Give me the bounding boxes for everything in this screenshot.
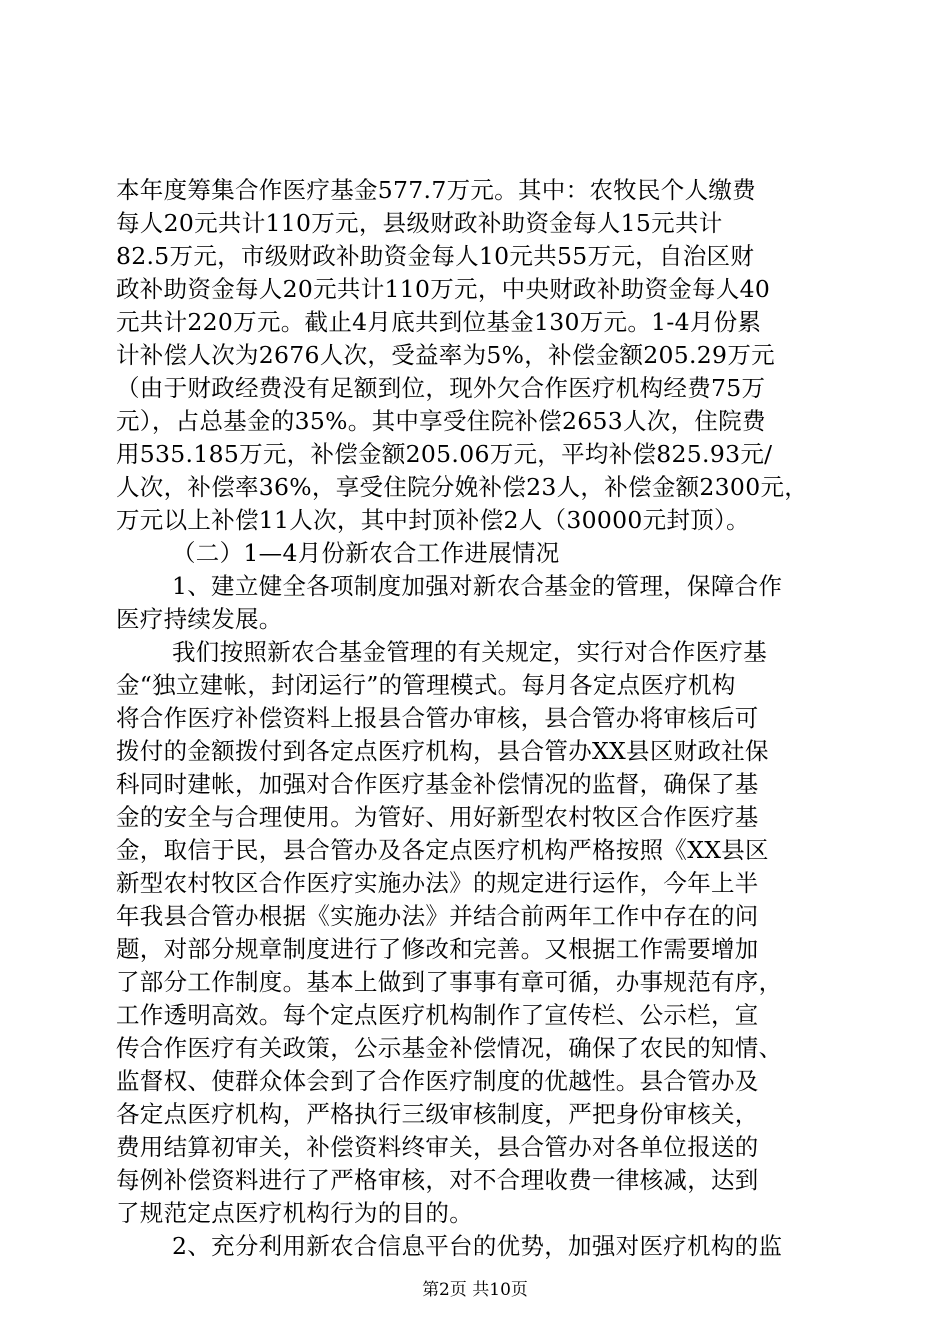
- text-line: 万元以上补偿11人次，其中封顶补偿2人（30000元封顶）。: [116, 506, 750, 534]
- text-line: 监督权、使群众体会到了合作医疗制度的优越性。县合管办及: [116, 1067, 759, 1095]
- text-line: 每人20元共计110万元，县级财政补助资金每人15元共计: [116, 209, 723, 237]
- text-line: 每例补偿资料进行了严格审核，对不合理收费一律核减，达到: [116, 1166, 759, 1194]
- text-line: （由于财政经费没有足额到位，现外欠合作医疗机构经费75万: [116, 374, 766, 402]
- text-line: 传合作医疗有关政策，公示基金补偿情况，确保了农民的知情、: [116, 1034, 783, 1062]
- text-line: 82.5万元，市级财政补助资金每人10元共55万元，自治区财: [116, 242, 755, 270]
- text-line: 科同时建帐，加强对合作医疗基金补偿情况的监督，确保了基: [116, 770, 759, 798]
- text-line: 元），占总基金的35%。其中享受住院补偿2653人次，住院费: [116, 407, 766, 435]
- text-line: 医疗持续发展。: [116, 605, 283, 633]
- text-line: 年我县合管办根据《实施办法》并结合前两年工作中存在的问: [116, 902, 759, 930]
- text-line: 拨付的金额拨付到各定点医疗机构，县合管办XX县区财政社保: [116, 737, 769, 765]
- text-line: 计补偿人次为2676人次，受益率为5%，补偿金额205.29万元: [116, 341, 775, 369]
- text-line: 各定点医疗机构，严格执行三级审核制度，严把身份审核关，: [116, 1100, 759, 1128]
- text-line: 费用结算初审关，补偿资料终审关，县合管办对各单位报送的: [116, 1133, 759, 1161]
- text-line: 政补助资金每人20元共计110万元，中央财政补助资金每人40: [116, 275, 771, 303]
- text-line: 新型农村牧区合作医疗实施办法》的规定进行运作，今年上半: [116, 869, 759, 897]
- text-line: 将合作医疗补偿资料上报县合管办审核，县合管办将审核后可: [116, 704, 759, 732]
- paragraph-start: 我们按照新农合基金管理的有关规定，实行对合作医疗基: [172, 638, 767, 666]
- text-line: 元共计220万元。截止4月底共到位基金130万元。1-4月份累: [116, 308, 762, 336]
- subsection-heading: 1、建立健全各项制度加强对新农合基金的管理，保障合作: [172, 572, 783, 600]
- text-line: 金，取信于民，县合管办及各定点医疗机构严格按照《XX县区: [116, 836, 769, 864]
- text-line: 金的安全与合理使用。为管好、用好新型农村牧区合作医疗基: [116, 803, 759, 831]
- text-line: 工作透明高效。每个定点医疗机构制作了宣传栏、公示栏，宣: [116, 1001, 759, 1029]
- text-line: 题，对部分规章制度进行了修改和完善。又根据工作需要增加: [116, 935, 759, 963]
- text-line: 用535.185万元，补偿金额205.06万元，平均补偿825.93元/: [116, 440, 773, 468]
- text-line: 金“独立建帐，封闭运行”的管理模式。每月各定点医疗机构: [116, 671, 736, 699]
- text-line: 了规范定点医疗机构行为的目的。: [116, 1199, 473, 1227]
- text-line: 了部分工作制度。基本上做到了事事有章可循，办事规范有序，: [116, 968, 783, 996]
- text-line: 本年度筹集合作医疗基金577.7万元。其中：农牧民个人缴费: [116, 176, 756, 204]
- text-line: 人次，补偿率36%，享受住院分娩补偿23人，补偿金额2300元，: [116, 473, 809, 501]
- page-footer: 第2页 共10页: [422, 1280, 528, 1300]
- section-heading: （二）1—4月份新农合工作进展情况: [172, 539, 560, 567]
- subsection-heading: 2、充分利用新农合信息平台的优势，加强对医疗机构的监: [172, 1232, 783, 1260]
